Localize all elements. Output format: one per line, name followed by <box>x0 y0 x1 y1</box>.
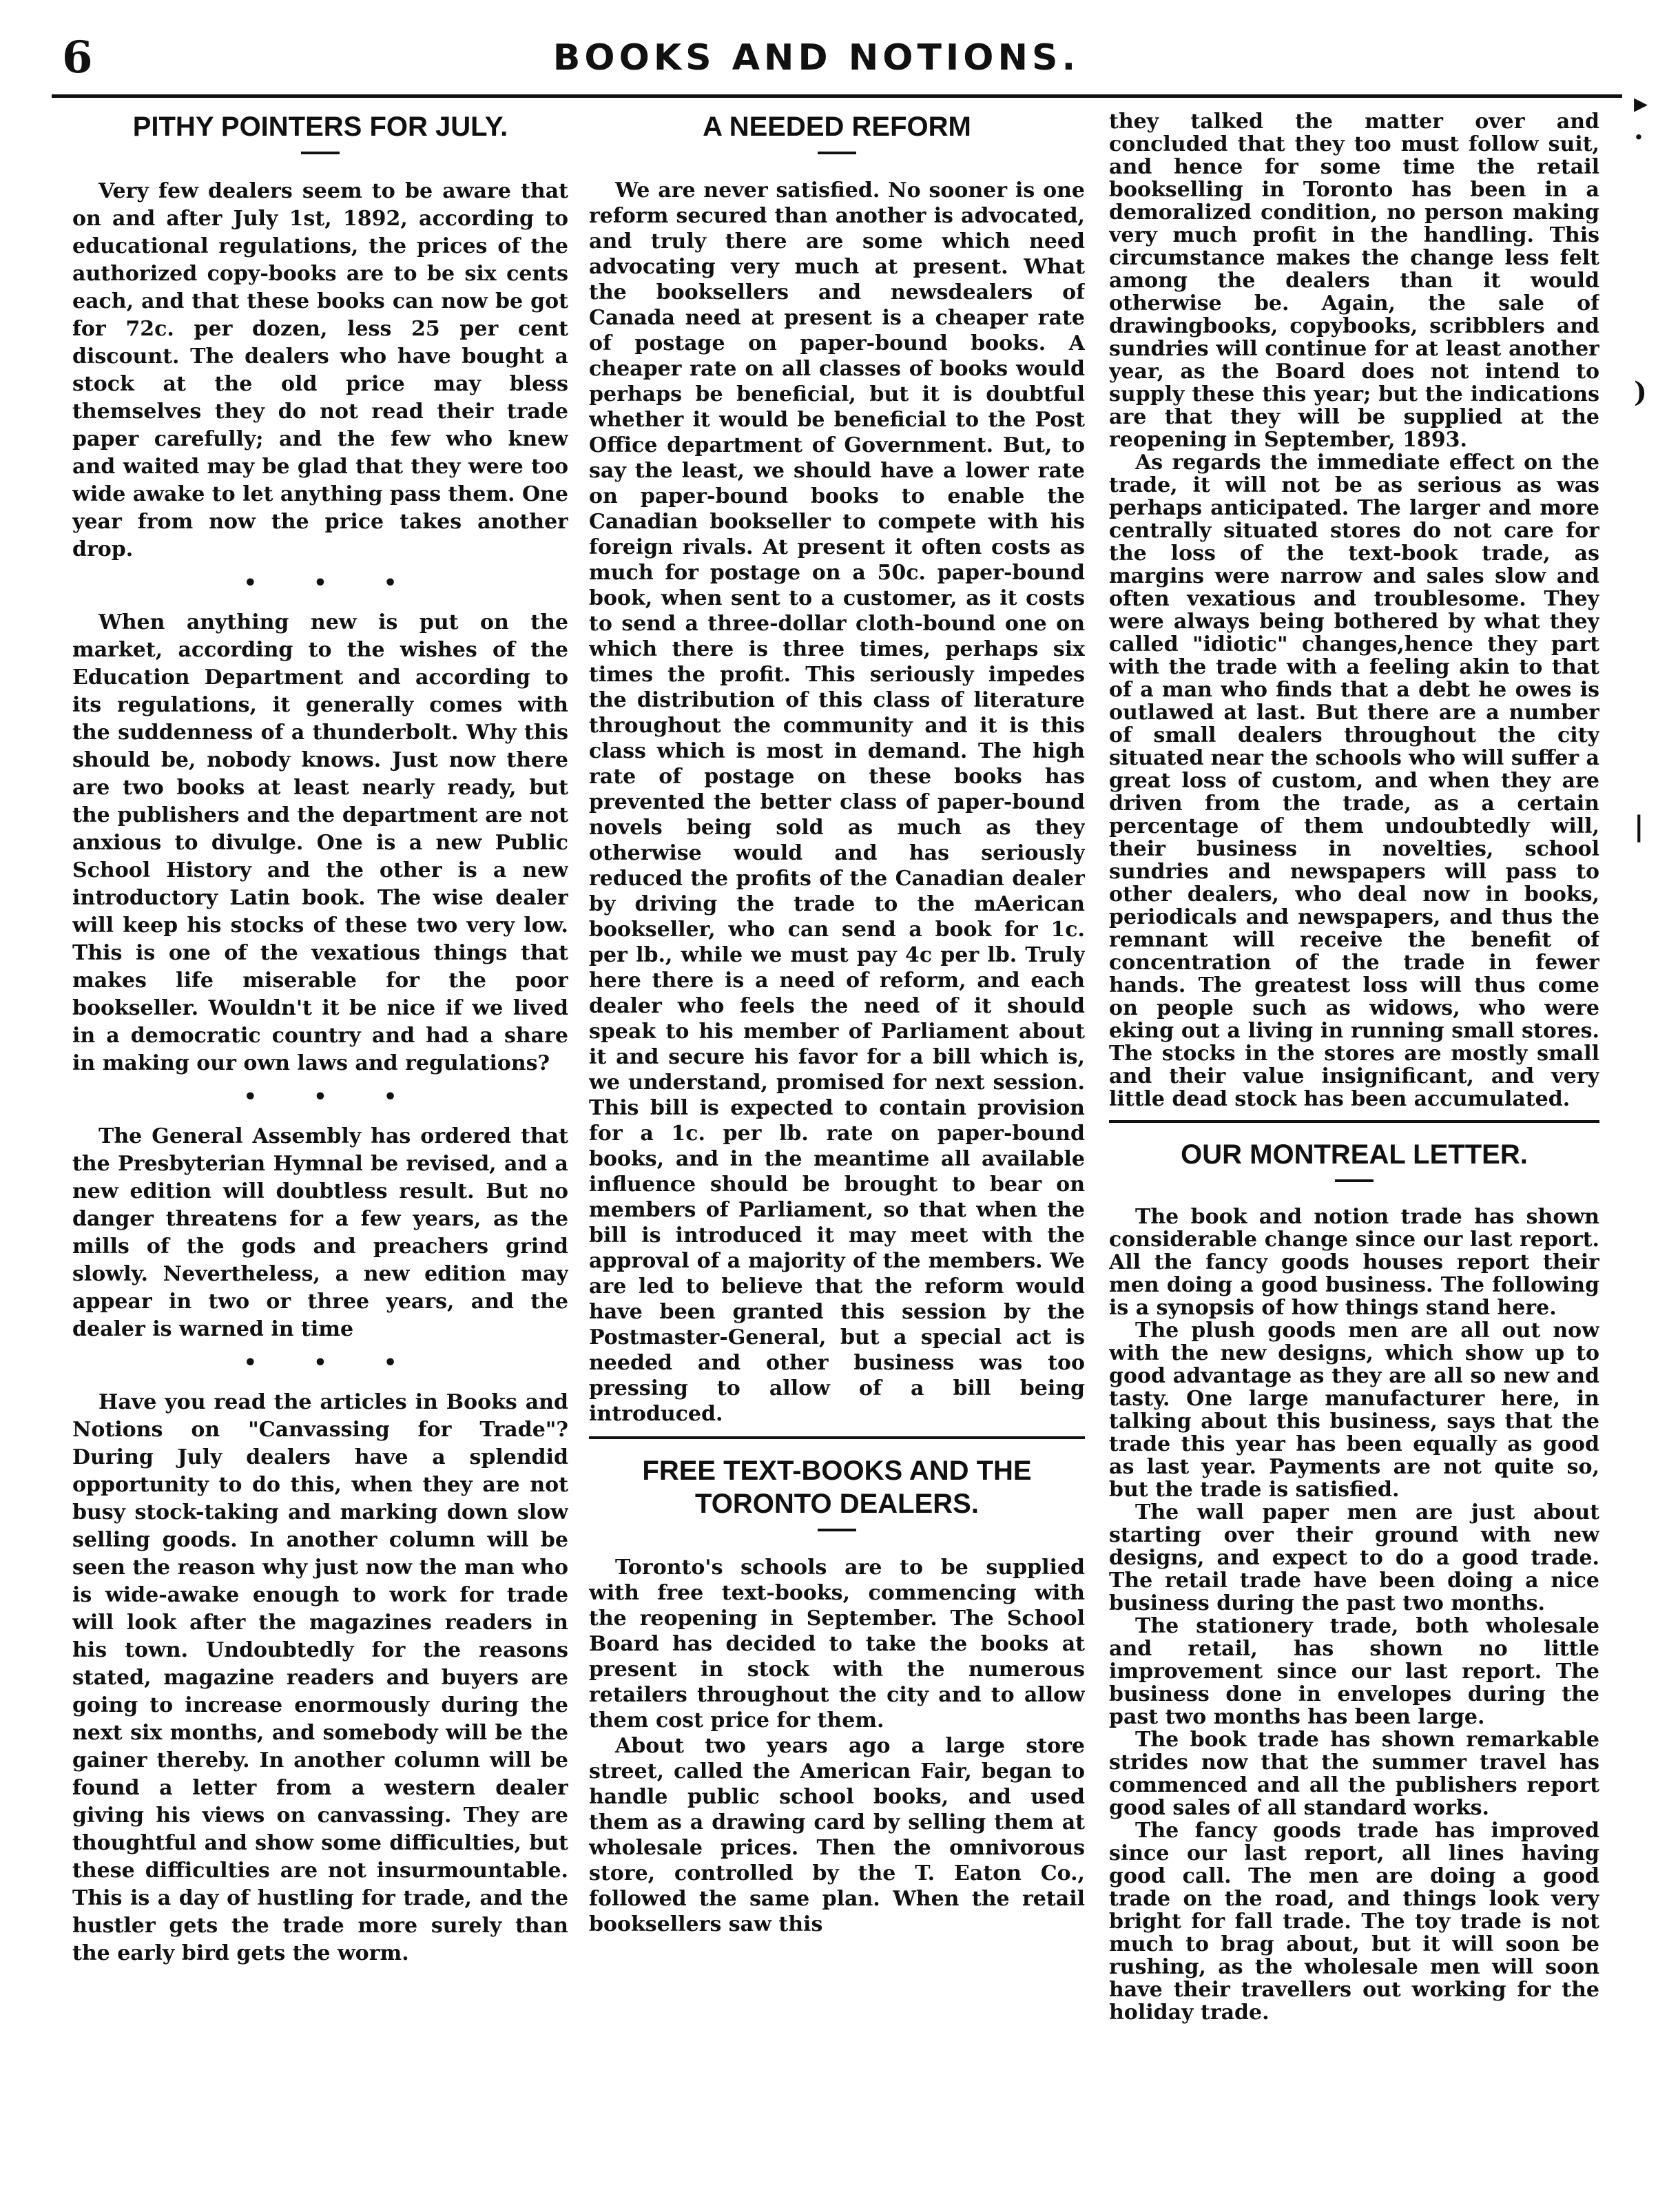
article-paragraph: Toronto's schools are to be supplied with free text-books, commencing with the reopening in September. The School Board has decided to take the books at present in stock with the numerous retailers throughout the city and to allow them cost price for them. <box>589 1555 1085 1733</box>
title-rule <box>1335 1179 1374 1182</box>
article-paragraph: We are never satisfied. No sooner is one reform secured than another is advocated, and truly there are some which need advocating very much at present. What the booksellers and newsdealers of Canada need at present is a cheaper rate of postage on paper-bound books. A cheaper rate on all classes of books would perhaps be beneficial, but it is doubtful whether it would be beneficial to the Post Office department of Government. But, to say the least, we should have a lower rate on paper-bound books to enable the Canadian bookseller to compete with his foreign rivals. At present it often costs as much for postage on a 50c. paper-bound book, when sent to a customer, as it costs to send a three-dollar cloth-bound one on which there is three times, perhaps six times the profit. This seriously impedes the distribution of this class of literature throughout the community and it is this class which is most in demand. The high rate of postage on these books has prevented the better class of paper-bound novels being sold as much as they otherwise would and has seriously reduced the profits of the Canadian dealer by driving the trade to the mAerican bookseller, who can send a book for 1c. per lb., while we must pay 4c per lb. Truly here there is a need of reform, and each dealer who feels the need of it should speak to his member of Parliament about it and secure his favor for a bill which is, we understand, promised for next session. This bill is expected to contain provision for a 1c. per lb. rate on paper-bound books, and in the meantime all available influence should be brought to bear on members of Parliament, so that when the bill is introduced it may meet with the approval of a majority of the members. We are led to believe that the reform would have been granted this session by the Postmaster-General, but a special act is needed and other business was too pressing to allow of a bill being introduced. <box>589 178 1085 1426</box>
article-needed-reform <box>589 110 1085 1427</box>
article-paragraph: The fancy goods trade has improved since our last report, all lines having good call. The men are doing a good trade on the road, and things look very bright for fall trade. The toy trade is not much to brag about, but it will soon be rushing, as the wholesale men will soon have their travellers out working for the holiday trade. <box>1109 1819 1599 2025</box>
article-title: FREE TEXT-BOOKS AND THE TORONTO DEALERS. <box>642 1456 1032 1519</box>
article-divider <box>589 1436 1085 1439</box>
column-1 <box>72 110 568 2204</box>
article-paragraph: When anything new is put on the market, according to the wishes of the Education Department and according to its regulations, it generally comes with the suddenness of a thunderbolt. Why this should be, nobody knows. Just now there are two books at least nearly ready, but the publishers and the department are not anxious to divulge. One is a new Public School History and the other is a new introductory Latin book. The wise dealer will keep his stocks of these two very low. This is one of the vexatious things that makes life miserable for the poor bookseller. Wouldn't it be nice if we lived in a democratic country and had a share in making our own laws and regulations? <box>72 610 568 1075</box>
article-title: A NEEDED REFORM <box>703 112 971 142</box>
margin-speck: · <box>1634 121 1644 154</box>
article-divider <box>1109 1120 1599 1123</box>
article-paragraph: Very few dealers seem to be aware that on and after July 1st, 1892, according to educational regulations, the prices of the authorized copy-books are to be six cents each, and that these books can now be got for 72c. per dozen, less 25 per cent discount. The dealers who have bought a stock at the old price may bless themselves they do not read their trade paper carefully; and the few who knew and waited may be glad that they were too wide awake to let anything pass them. One year from now the price takes another drop. <box>72 179 568 561</box>
column-3 <box>1109 110 1599 2204</box>
margin-speck: ▸ <box>1634 87 1648 119</box>
article-paragraph: About two years ago a large store street, called the American Fair, began to handle public school books, and used them as a drawing card by selling them at wholesale prices. Then the omnivorous store, controlled by the T. Eaton Co., followed the same plan. When the retail booksellers saw this <box>589 1734 1085 1936</box>
article-title: OUR MONTREAL LETTER. <box>1181 1139 1528 1170</box>
article-paragraph: they talked the matter over and concluded that they too must follow suit, and hence for some time the retail bookselling in Toronto has been in a demoralized condition, no person making very much profit in the handling. This circumstance makes the change less felt among the dealers than it would otherwise be. Again, the sale of drawingbooks, copybooks, scribblers and sundries will continue for at least another year, as the Board does not intend to supply these this year; but the indications are that they will be supplied at the reopening in September, 1893. <box>1109 110 1599 452</box>
margin-speck: | <box>1634 810 1644 843</box>
title-rule <box>818 1529 856 1531</box>
article-paragraph: Have you read the articles in Books and Notions on "Canvassing for Trade"? During July dealers have a splendid opportunity to do this, when they are not busy stock-taking and marking down slow selling goods. In another column will be seen the reason why just now the man who is wide-awake enough to work for trade will look after the magazines readers in his town. Undoubtedly for the reasons stated, magazine readers and buyers are going to increase enormously during the next six months, and somebody will be the gainer thereby. In another column will be found a letter from a western dealer giving his views on canvassing. They are thoughtful and show some difficulties, but these difficulties are not insurmountable. This is a day of hustling for trade, and the hustler gets the trade more surely than the early bird gets the worm. <box>72 1390 568 1965</box>
article-title: PITHY POINTERS FOR JULY. <box>132 112 508 142</box>
article-free-text-books-continued <box>1109 110 1599 1110</box>
article-paragraph: The General Assembly has ordered that the Presbyterian Hymnal be revised, and a new edition will doubtless result. But no danger threatens for a few years, as the mills of the gods and preachers grind slowly. Nevertheless, a new edition may appear in two or three years, and the dealer is warned in time <box>72 1124 568 1341</box>
column-2 <box>589 110 1085 2204</box>
header-rule <box>52 94 1622 98</box>
article-paragraph: The book trade has shown remarkable strides now that the summer travel has commenced and all the publishers report good sales of all standard works. <box>1109 1728 1599 1820</box>
margin-speck: ) <box>1634 376 1647 409</box>
article-paragraph: The wall paper men are just about starting over their ground with new designs, and expect to do a good trade. The retail trade have been doing a nice business during the past two months. <box>1109 1500 1599 1615</box>
article-paragraph: The stationery trade, both wholesale and retail, has shown no little improvement since our last report. The business done in envelopes during the past two months has been large. <box>1109 1614 1599 1729</box>
article-montreal-letter <box>1109 1138 1599 2024</box>
margin-marks <box>1634 76 1655 902</box>
title-rule <box>818 152 856 154</box>
article-free-text-books <box>589 1454 1085 1937</box>
article-paragraph: As regards the immediate effect on the trade, it will not be as serious as was perhaps anticipated. The larger and more centrally situated stores do not care for the loss of the text-book trade, as margins were narrow and sales slow and often vexatious and troublesome. They were always being bothered by what they called "idiotic" changes,hence they part with the trade with a feeling akin to that of a man who finds that a debt he owes is outlawed at last. But there are a number of small dealers throughout the city situated near the schools who will suffer a great loss of custom, and when they are driven from the trade, as a certain percentage of them undoubtedly will, their business in novelties, school sundries and newspapers will pass to other dealers, who deal now in books, periodicals and newspapers, and thus the remnant will receive the benefit of concentration of the trade in fewer hands. The greatest loss will thus come on people such as widows, who were eking out a living in running small stores. The stocks in the stores are mostly small and their value insignificant, and very little dead stock has been accumulated. <box>1109 451 1599 1111</box>
article-paragraph: The book and notion trade has shown considerable change since our last report. All the fancy goods houses report their men doing a good business. The following is a synopsis of how things stand here. <box>1109 1205 1599 1320</box>
page-number: 6 <box>62 32 93 83</box>
article-paragraph: The plush goods men are all out now with the new designs, which show up to good advantage as they are all so new and tasty. One large manufacturer here, in talking about this business, says that the trade this year has been equally as good as last year. Payments are not quite so, but the trade is satisfied. <box>1109 1319 1599 1502</box>
title-rule <box>301 152 340 154</box>
section-separator: • • • <box>243 1351 422 1375</box>
page-header <box>28 0 1605 103</box>
article-pithy-pointers <box>72 110 568 1967</box>
masthead-title: BOOKS AND NOTIONS. <box>552 37 1080 79</box>
section-separator: • • • <box>243 1085 422 1109</box>
section-separator: • • • <box>243 571 422 595</box>
